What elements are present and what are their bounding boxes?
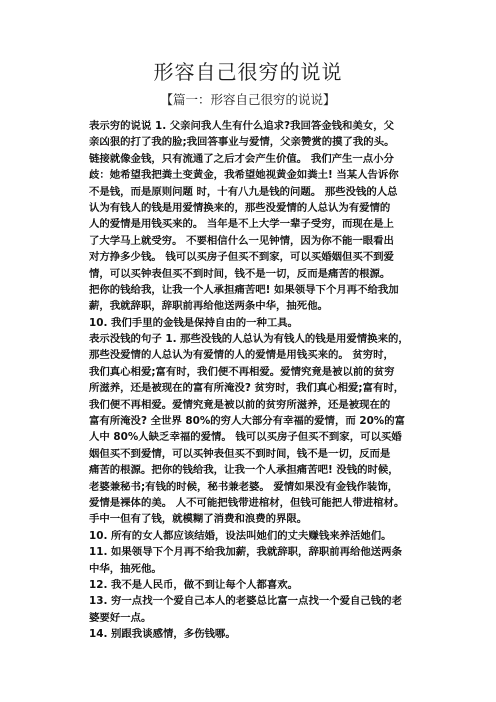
text-line: 13. 穷一点找一个爱自己本人的老婆总比富一点找一个爱自己钱的老 xyxy=(89,595,402,608)
text-line: 爱情是裸体的美。 人不可能把钱带进棺材，但钱可能把人带进棺材。 xyxy=(89,496,405,509)
text-line: 我们真心相爱;富有时，我们便不再相爱。爱情究竟是被以前的贫穷 xyxy=(89,365,395,378)
text-line: 不是钱，而是原则问题 时，十有八九是钱的问题。 那些没钱的人总 xyxy=(89,185,398,198)
text-line: 人的爱情是用钱买来的。 当年是不上大学一辈子受穷，而现在是上 xyxy=(89,218,394,231)
text-line: 了大学马上就受穷。 不要相信什么一见钟情，因为你不能一眼看出 xyxy=(89,234,394,247)
text-line: 表示没钱的句子 1. 那些没钱的人总认为有钱人的钱是用爱情换来的， xyxy=(89,333,409,346)
text-line: 10. 我们手里的金钱是保持自由的一种工具。 xyxy=(89,316,299,329)
text-line: 14. 别跟我谈感情，多伤钱哪。 xyxy=(89,628,236,641)
text-line: 中华，抽死他。 xyxy=(89,562,162,575)
text-line: 12. 我不是人民币，做不到让每个人都喜欢。 xyxy=(89,578,299,591)
text-line: 老婆兼秘书;有钱的时候，秘书兼老婆。 爱情如果没有金钱作装饰， xyxy=(89,480,399,493)
section-heading: 【篇一：形容自己很穷的说说】 xyxy=(160,92,336,107)
body-text xyxy=(89,118,423,643)
text-line: 歧：她希望我把粪土变黄金，我希望她视黄金如粪土! 当某人告诉你 xyxy=(89,169,399,182)
text-line: 亲凶狠的打了我的脸;我回答事业与爱情，父亲赞赏的摸了我的头。 xyxy=(89,136,395,149)
text-line: 手中一但有了钱，就模糊了消费和浪费的界限。 xyxy=(89,513,308,526)
text-line: 姻但买不到爱情，可以买钟表但买不到时间，钱不是一切，反而是 xyxy=(89,447,391,460)
text-line: 痛苦的根源。把你的钱给我，让我一个人承担痛苦吧! 没钱的时候， xyxy=(89,464,399,477)
text-line: 情，可以买钟表但买不到时间，钱不是一切，反而是痛苦的根源。 xyxy=(89,267,391,280)
text-line: 10. 所有的女人都应该结婚，设法叫她们的丈夫赚钱来养活她们。 xyxy=(89,529,392,542)
text-line: 对方挣多少钱。 钱可以买房子但买不到家，可以买婚姻但买不到爱 xyxy=(89,251,394,264)
text-line: 人中 80%人缺乏幸福的爱情。 钱可以买房子但买不到家，可以买婚 xyxy=(89,431,402,444)
text-line: 表示穷的说说 1. 父亲问我人生有什么追求?我回答金钱和美女，父 xyxy=(89,120,394,132)
text-line: 认为有钱人的钱是用爱情换来的，那些没爱情的人总认为有爱情的 xyxy=(89,201,391,214)
text-line: 那些没爱情的人总认为有爱情的人的爱情是用钱买来的。 贫穷时， xyxy=(89,349,394,362)
text-line: 所滋养，还是被现在的富有所淹没? 贫穷时，我们真心相爱;富有时， xyxy=(89,382,405,395)
text-line: 婆要好一点。 xyxy=(89,611,152,624)
document-title: 形容自己很穷的说说 xyxy=(153,60,343,84)
text-line: 我们便不再相爱。爱情究竟是被以前的贫穷所滋养，还是被现在的 xyxy=(89,398,391,411)
text-line: 链接就像金钱，只有流通了之后才会产生价值。 我们产生一点小分 xyxy=(89,152,394,165)
text-line: 薪，我就辞职，辞职前再给他送两条中华，抽死他。 xyxy=(89,300,328,313)
text-line: 11. 如果领导下个月再不给我加薪，我就辞职，辞职前再给他送两条 xyxy=(89,546,402,559)
text-line: 把你的钱给我，让我一个人承担痛苦吧! 如果领导下个月再不给我加 xyxy=(89,283,399,296)
text-line: 富有所淹没? 全世界 80%的穷人大部分有幸福的爱情，而 20%的富 xyxy=(89,415,405,428)
